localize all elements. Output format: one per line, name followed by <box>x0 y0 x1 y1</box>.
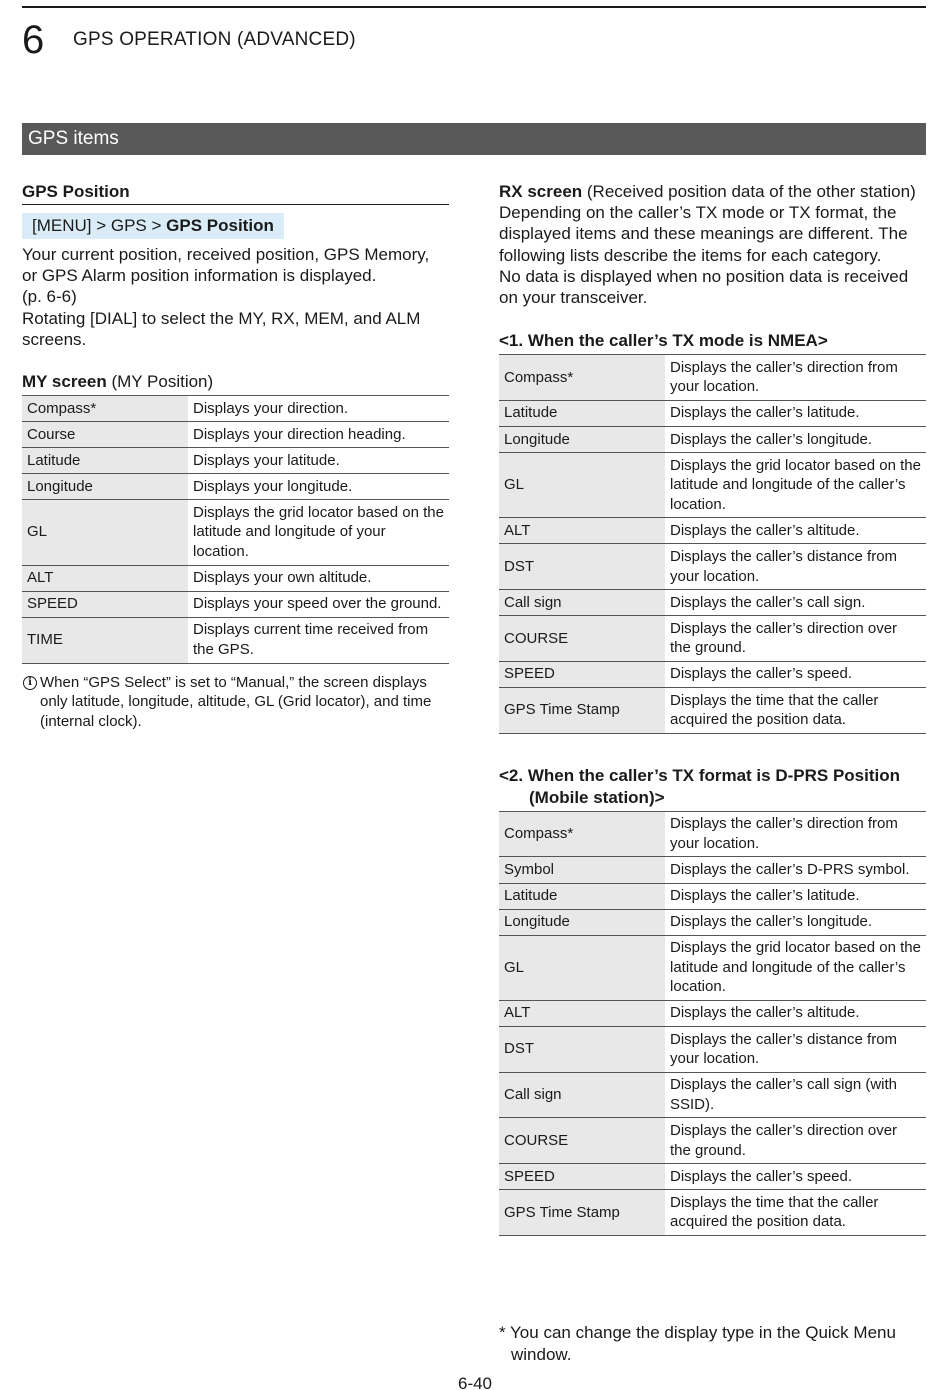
item-description: Displays the caller’s altitude. <box>665 518 926 544</box>
item-description: Displays the caller’s call sign (with SSID). <box>665 1072 926 1118</box>
item-name: Symbol <box>499 857 665 883</box>
table-row <box>499 1190 926 1236</box>
header-rule <box>22 6 926 8</box>
dprs-table <box>499 811 926 1236</box>
item-description: Displays the grid locator based on the latitude and longitude of your location. <box>188 500 449 565</box>
table-row <box>499 1118 926 1164</box>
item-description: Displays your latitude. <box>188 448 449 474</box>
item-name: Latitude <box>22 448 188 474</box>
table-row <box>22 448 449 474</box>
table-row <box>22 500 449 565</box>
menu-path-prefix: [MENU] > GPS > <box>32 216 167 235</box>
my-screen-heading <box>22 371 449 393</box>
table-row <box>22 617 449 663</box>
item-name: Latitude <box>499 400 665 426</box>
rx-screen-subtitle: (Received position data of the other station) <box>582 182 916 201</box>
item-name: GPS Time Stamp <box>499 1190 665 1236</box>
item-description: Displays the caller’s longitude. <box>665 909 926 935</box>
table-row <box>499 1072 926 1118</box>
item-description: Displays the caller’s direction over the ground. <box>665 1118 926 1164</box>
item-description: Displays the caller’s direction from your location. <box>665 811 926 857</box>
item-description: Displays the time that the caller acquired the position data. <box>665 688 926 734</box>
item-description: Displays the grid locator based on the latitude and longitude of the caller’s location. <box>665 935 926 1000</box>
intro-line: Rotating [DIAL] to select the MY, RX, MEM, and ALM <box>22 308 421 328</box>
item-name: SPEED <box>22 591 188 617</box>
note-text: When “GPS Select” is set to “Manual,” the screen displays only latitude, longitude, altitude, GL (Grid locator), and time (internal clock). <box>40 673 432 730</box>
item-name: Compass* <box>22 396 188 422</box>
intro-line: Your current position, received position, GPS Memory, <box>22 245 430 264</box>
table-row <box>499 400 926 426</box>
page-number: 6-40 <box>457 1374 493 1390</box>
table-row <box>499 811 926 857</box>
menu-path <box>22 213 284 239</box>
item-description: Displays the caller’s speed. <box>665 1164 926 1190</box>
item-description: Displays your speed over the ground. <box>188 591 449 617</box>
table-row <box>499 909 926 935</box>
item-description: Displays your longitude. <box>188 474 449 500</box>
menu-path-target: GPS Position <box>166 216 274 235</box>
item-name: DST <box>499 1027 665 1073</box>
table-row <box>22 396 449 422</box>
table-row <box>499 616 926 662</box>
my-screen-table-body <box>22 396 449 664</box>
rx-line: No data is displayed when no position data is received <box>499 266 909 286</box>
dprs-heading: <2. When the caller’s TX format is D-PRS Position (Mobile station)> <box>499 765 901 807</box>
item-description: Displays the caller’s call sign. <box>665 590 926 616</box>
table-row <box>22 474 449 500</box>
intro-line: (p. 6-6) <box>22 287 77 307</box>
rx-screen-title: RX screen <box>499 182 583 201</box>
rx-screen-heading-line <box>499 181 926 202</box>
gps-position-heading: GPS Position <box>22 181 449 205</box>
item-description: Displays your own altitude. <box>188 565 449 591</box>
table-row <box>499 427 926 453</box>
item-description: Displays the grid locator based on the latitude and longitude of the caller’s location. <box>665 453 926 518</box>
my-screen-table <box>22 395 449 664</box>
nmea-table <box>499 354 926 734</box>
item-description: Displays the caller’s direction from your location. <box>665 355 926 401</box>
table-row <box>499 453 926 518</box>
item-name: GL <box>22 500 188 565</box>
table-row <box>499 883 926 909</box>
table-row <box>499 688 926 734</box>
item-description: Displays the caller’s longitude. <box>665 427 926 453</box>
item-name: DST <box>499 544 665 590</box>
table-row <box>499 1164 926 1190</box>
gps-select-note <box>22 673 449 732</box>
item-name: ALT <box>499 1000 665 1026</box>
item-description: Displays the time that the caller acquired the position data. <box>665 1190 926 1236</box>
item-name: TIME <box>22 617 188 663</box>
chapter-number: 6 <box>22 18 45 62</box>
table-row <box>22 422 449 448</box>
item-description: Displays the caller’s direction over the ground. <box>665 616 926 662</box>
table-row <box>499 1027 926 1073</box>
section-title-bar <box>22 123 926 155</box>
rx-screen-intro <box>499 181 926 308</box>
table-row <box>499 661 926 687</box>
table-row <box>22 565 449 591</box>
item-description: Displays the caller’s distance from your location. <box>665 544 926 590</box>
item-name: Call sign <box>499 1072 665 1118</box>
item-name: Longitude <box>22 474 188 500</box>
intro-text <box>22 244 449 350</box>
item-name: GPS Time Stamp <box>499 688 665 734</box>
item-name: Course <box>22 422 188 448</box>
item-name: Longitude <box>499 909 665 935</box>
item-name: COURSE <box>499 616 665 662</box>
table-row <box>499 1000 926 1026</box>
table-row <box>499 518 926 544</box>
section-title: GPS items <box>28 128 119 149</box>
item-name: ALT <box>499 518 665 544</box>
table-row <box>499 935 926 1000</box>
right-column <box>499 181 926 1236</box>
chapter-title: GPS OPERATION (ADVANCED) <box>73 29 356 50</box>
rx-line: displayed items and these meanings are different. The <box>499 224 908 244</box>
intro-line: or GPS Alarm position information is displayed. <box>22 266 377 286</box>
item-description: Displays the caller’s D-PRS symbol. <box>665 857 926 883</box>
item-description: Displays the caller’s latitude. <box>665 883 926 909</box>
compass-footnote: * You can change the display type in the Quick Menu window. <box>499 1323 896 1364</box>
nmea-table-body <box>499 355 926 734</box>
item-description: Displays your direction. <box>188 396 449 422</box>
item-name: Call sign <box>499 590 665 616</box>
item-description: Displays the caller’s altitude. <box>665 1000 926 1026</box>
item-description: Displays the caller’s latitude. <box>665 400 926 426</box>
item-name: Latitude <box>499 883 665 909</box>
item-name: SPEED <box>499 1164 665 1190</box>
dprs-table-body <box>499 811 926 1235</box>
item-name: Longitude <box>499 427 665 453</box>
table-row <box>499 355 926 401</box>
item-name: GL <box>499 453 665 518</box>
item-name: COURSE <box>499 1118 665 1164</box>
table-row <box>499 544 926 590</box>
my-screen-title: MY screen <box>22 372 107 392</box>
rx-line: following lists describe the items for each category. <box>499 245 882 265</box>
rx-line: on your transceiver. <box>499 288 648 308</box>
item-name: GL <box>499 935 665 1000</box>
my-screen-subtitle: (MY Position) <box>106 372 214 392</box>
rx-line: Depending on the caller’s TX mode or TX format, the <box>499 203 897 223</box>
left-column <box>22 181 449 731</box>
item-description: Displays your direction heading. <box>188 422 449 448</box>
item-name: SPEED <box>499 661 665 687</box>
item-name: Compass* <box>499 355 665 401</box>
item-name: Compass* <box>499 811 665 857</box>
table-row <box>499 857 926 883</box>
item-description: Displays the caller’s speed. <box>665 661 926 687</box>
table-row <box>22 591 449 617</box>
intro-line: screens. <box>22 329 87 349</box>
item-description: Displays current time received from the GPS. <box>188 617 449 663</box>
item-name: ALT <box>22 565 188 591</box>
nmea-heading: <1. When the caller’s TX mode is NMEA> <box>499 331 828 351</box>
info-icon: i <box>23 676 37 690</box>
item-description: Displays the caller’s distance from your location. <box>665 1027 926 1073</box>
table-row <box>499 590 926 616</box>
